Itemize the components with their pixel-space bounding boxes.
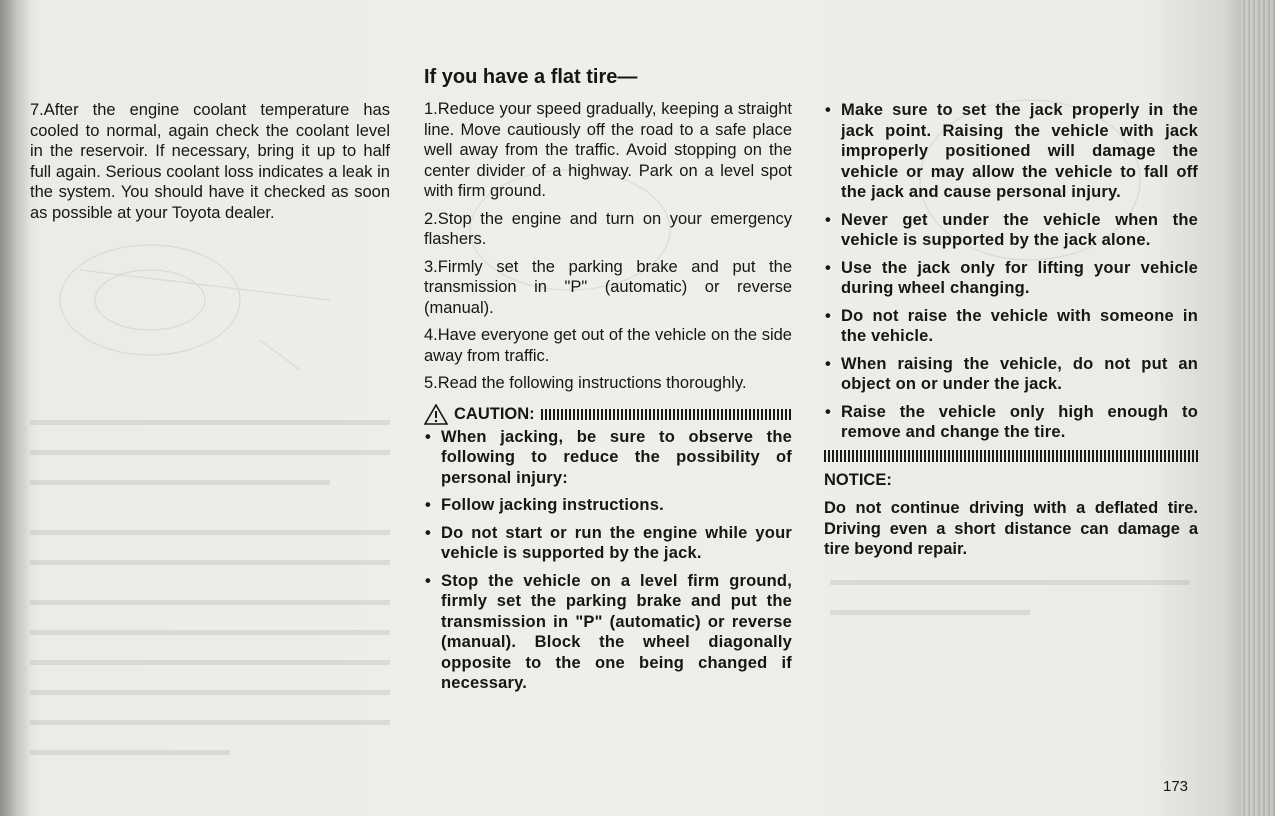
caution-item: • Follow jacking instructions. xyxy=(424,495,792,516)
step-3: 3.Firmly set the parking brake and put the transmission in "P" (automatic) or reverse (manual). xyxy=(424,257,792,317)
caution-label: CAUTION: xyxy=(454,404,535,423)
caution-list-right xyxy=(824,100,1198,443)
caution-end-rule xyxy=(824,450,1198,462)
caution-list-middle xyxy=(424,427,792,694)
caution-item: • Use the jack only for lifting your vehicle during wheel changing. xyxy=(824,258,1198,299)
left-column xyxy=(30,100,390,223)
step-2: 2.Stop the engine and turn on your emergency flashers. xyxy=(424,209,792,248)
step-5: 5.Read the following instructions thoroughly. xyxy=(424,374,747,392)
caution-item: • Do not start or run the engine while your vehicle is supported by the jack. xyxy=(424,523,792,564)
step-4: 4.Have everyone get out of the vehicle on the side away from traffic. xyxy=(424,326,792,365)
caution-item: • Make sure to set the jack properly in the jack point. Raising the vehicle with jack improperly positioned will damage the vehicle or may allow the vehicle to fall off the jack and cause personal injury. xyxy=(824,100,1198,203)
caution-item: • Never get under the vehicle when the vehicle is supported by the jack alone. xyxy=(824,210,1198,251)
caution-item: • When jacking, be sure to observe the following to reduce the possibility of personal injury: xyxy=(424,427,792,489)
caution-header xyxy=(424,404,792,425)
caution-item: • Stop the vehicle on a level firm ground, firmly set the parking brake and put the transmission in "P" (automatic) or reverse (manual). Block the wheel diagonally opposite to the one being changed if necessary. xyxy=(424,571,792,694)
middle-column xyxy=(424,65,792,701)
caution-item: • Do not raise the vehicle with someone in the vehicle. xyxy=(824,306,1198,347)
caution-rule xyxy=(541,409,792,420)
warning-triangle-icon xyxy=(424,404,448,425)
notice-body: Do not continue driving with a deflated tire. Driving even a short distance can damage a tire beyond repair. xyxy=(824,499,1198,558)
right-column xyxy=(824,100,1198,560)
notice-title: NOTICE: xyxy=(824,470,892,489)
step-1: 1.Reduce your speed gradually, keeping a straight line. Move cautiously off the road to a safe place well away from the traffic. Avoid stopping on the center divider of a highway. Park on a level spot with firm ground. xyxy=(424,100,792,200)
caution-item: • When raising the vehicle, do not put an object on or under the jack. xyxy=(824,354,1198,395)
section-heading: If you have a flat tire— xyxy=(424,66,638,88)
page-number: 173 xyxy=(1163,778,1189,795)
coolant-paragraph: 7.After the engine coolant temperature has cooled to normal, again check the coolant level in the reservoir. If necessary, bring it up to half full again. Serious coolant loss indicates a leak in the system. You should have it checked as soon as possible at your Toyota dealer. xyxy=(30,101,390,222)
caution-item: • Raise the vehicle only high enough to remove and change the tire. xyxy=(824,402,1198,443)
